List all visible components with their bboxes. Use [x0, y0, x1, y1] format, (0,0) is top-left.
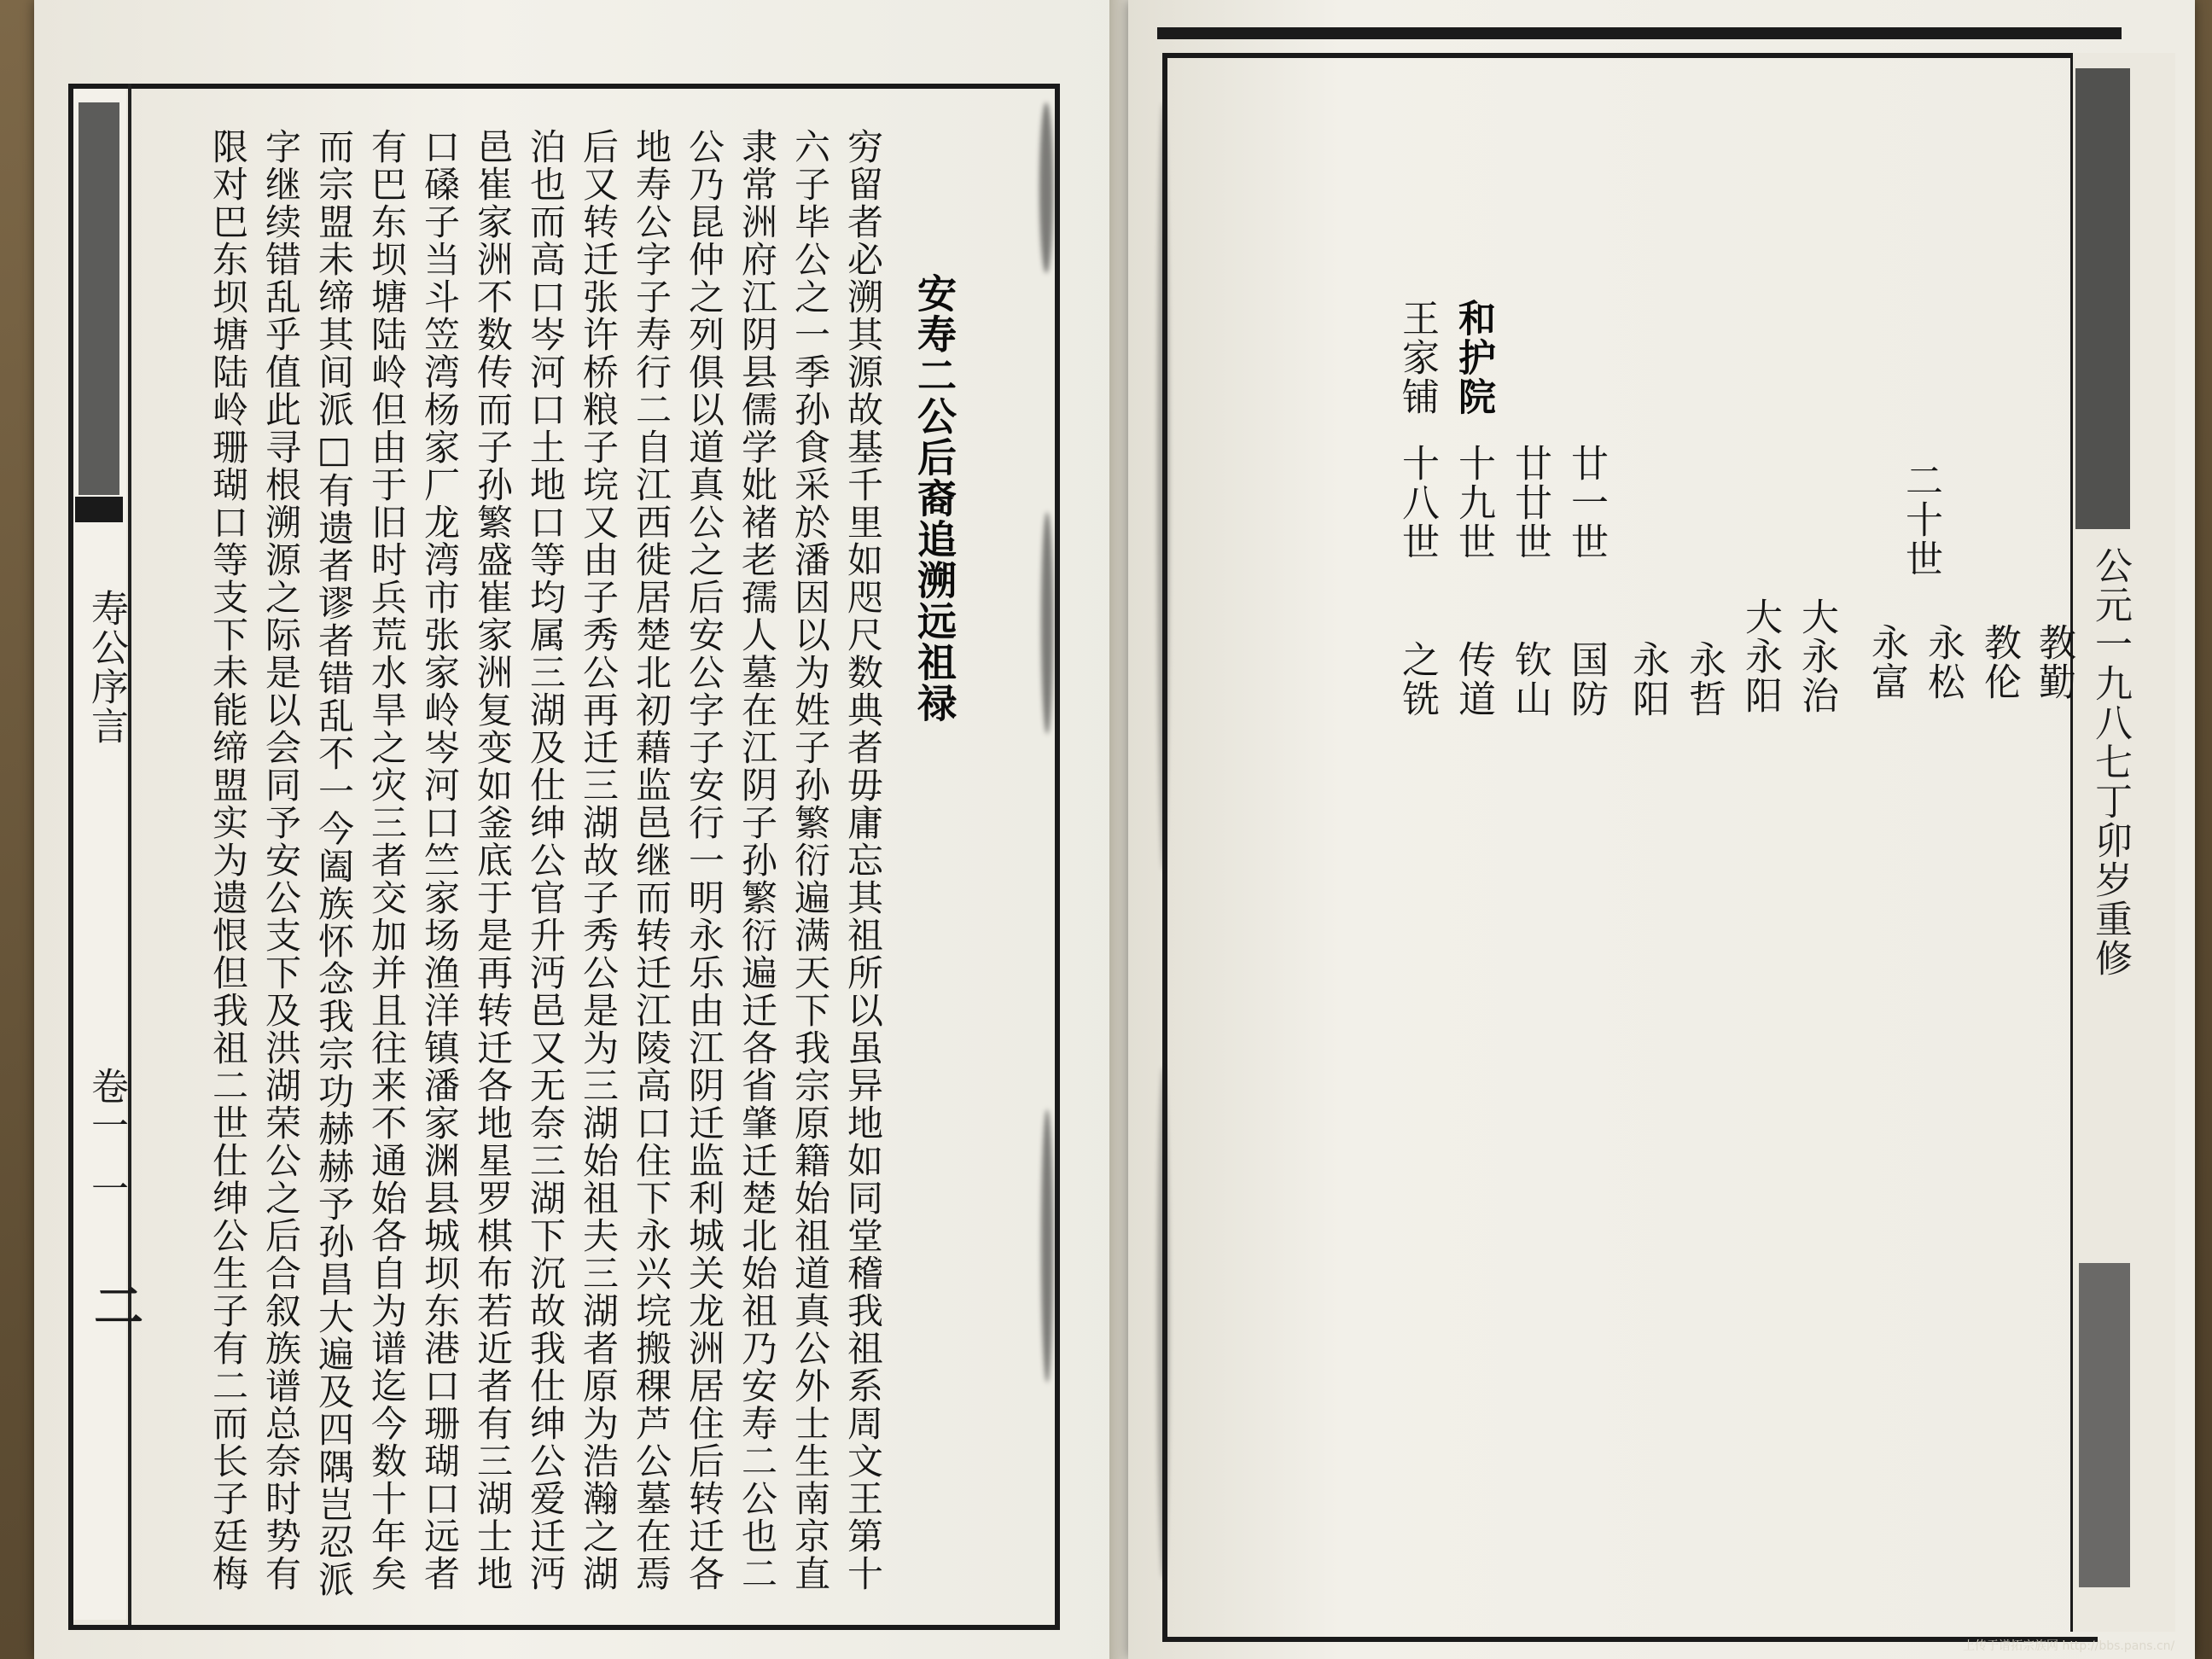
person-name: 永松: [1921, 623, 1965, 701]
text-column: 泊也而高口岑河口土地口等均属三湖及仕绅公官升沔邑又无奈三湖下沉故我仕绅公爱迁沔: [525, 128, 567, 1592]
generation-label: 十八世: [1395, 444, 1439, 562]
ink-smudge: [1039, 102, 1053, 273]
generation-label: 十九世: [1452, 444, 1495, 562]
margin-printed-title-block: [79, 102, 119, 495]
person-name: 大永治: [1795, 597, 1838, 715]
text-column: 口磉子当斗笠湾杨家厂龙湾市张家岭岑河口竺家场渔洋镇潘家渊县城坝东港口珊瑚口远者: [419, 128, 461, 1592]
text-column: 六子毕公之一季孙食采於潘因以为姓子孙繁衍遍满天下我宗原籍始祖道真公外士生南京直: [789, 128, 831, 1592]
generation-label: 二十世: [1899, 461, 1942, 579]
ink-smudge: [1157, 1067, 1169, 1579]
left-margin-rule: [128, 84, 131, 1625]
text-column: 穷留者必溯其源故基千里如咫尺数典者毋庸忘其祖所以虽异地如同堂稽我祖系周文王第十: [842, 128, 884, 1592]
margin-title: 寿公序言: [84, 589, 128, 746]
ink-smudge: [1041, 1109, 1053, 1382]
text-column: 限对巴东坝塘陆岭珊瑚口等支下未能缔盟实为遗恨但我祖二世仕绅公生子有二而长子廷梅: [207, 128, 249, 1592]
person-name: 钦山: [1508, 640, 1551, 719]
text-column: 后又转迁张许桥粮子垸又由子秀公再迁三湖故子秀公是为三湖始祖夫三湖者原为浩瀚之湖: [578, 128, 620, 1592]
ink-smudge: [1157, 102, 1169, 870]
watermark-text: 上传于谱拓宗族网 http://bbs.pans.cn/: [1963, 1639, 2175, 1653]
person-name: 教勤: [2032, 623, 2075, 701]
person-name: 之铣: [1395, 640, 1439, 719]
margin-fishtail: [75, 497, 123, 522]
text-column: 而宗盟未缔其间派□有遗者谬者错乱不一今阖族怀念我宗功赫赫予孙昌大遍及四隅岂忍派: [313, 128, 355, 1598]
person-name: 教伦: [1977, 623, 2021, 701]
right-page-top-rule: [1157, 27, 2122, 39]
right-margin-bottom-block: [2079, 1263, 2130, 1587]
place-name: 和护院: [1452, 299, 1495, 416]
generation-label: 廿一世: [1564, 444, 1608, 562]
person-name: 永哲: [1682, 640, 1726, 719]
right-margin-printed-title-block: [2075, 68, 2130, 529]
section-title: 安寿二公后裔追溯远祖禄: [911, 273, 958, 724]
margin-volume: 卷一: [84, 1067, 128, 1145]
text-column: 隶常洲府江阴县儒学妣褚老孺人墓在江阴子孙繁衍遍迁各省肇迁楚北始祖乃安寿二公也二: [736, 128, 778, 1592]
person-name: 永富: [1865, 623, 1908, 701]
right-page-border: [1162, 53, 2098, 1642]
margin-page-number: 一: [84, 1169, 128, 1208]
ink-smudge: [1041, 512, 1053, 734]
person-name: 永阳: [1626, 640, 1669, 719]
margin-bottom-mark: 二: [85, 1280, 143, 1331]
person-name: 大永阳: [1738, 597, 1782, 715]
generation-label: 廿廿世: [1508, 444, 1551, 562]
person-name: 国防: [1564, 640, 1608, 719]
text-column: 公乃昆仲之列俱以道真公之后安公字子安行一明永乐由江阴迁监利城关龙洲居住后转迁各: [684, 128, 725, 1592]
place-name: 王家铺: [1395, 299, 1439, 416]
text-column: 地寿公字子寿行二自江西徙居楚北初藉监邑继而转迁江陵高口住下永兴垸搬稞芦公墓在焉: [631, 128, 672, 1592]
text-column: 邑崔家洲不数传而子孙繁盛崔家洲复变如釜底于是再转迁各地星罗棋布若近者有三湖士地: [472, 128, 514, 1592]
text-column: 字继续错乱乎值此寻根溯源之际是以会同予安公支下及洪湖荣公之后合叙族谱总奈时势有: [260, 128, 302, 1592]
text-column: 有巴东坝塘陆岭但由于旧时兵荒水旱之灾三者交加并且往来不通始各自为谱迄今数十年矣: [366, 128, 408, 1592]
revision-note: 公元一九八七丁卯岁重修: [2088, 546, 2132, 978]
person-name: 传道: [1452, 640, 1495, 719]
